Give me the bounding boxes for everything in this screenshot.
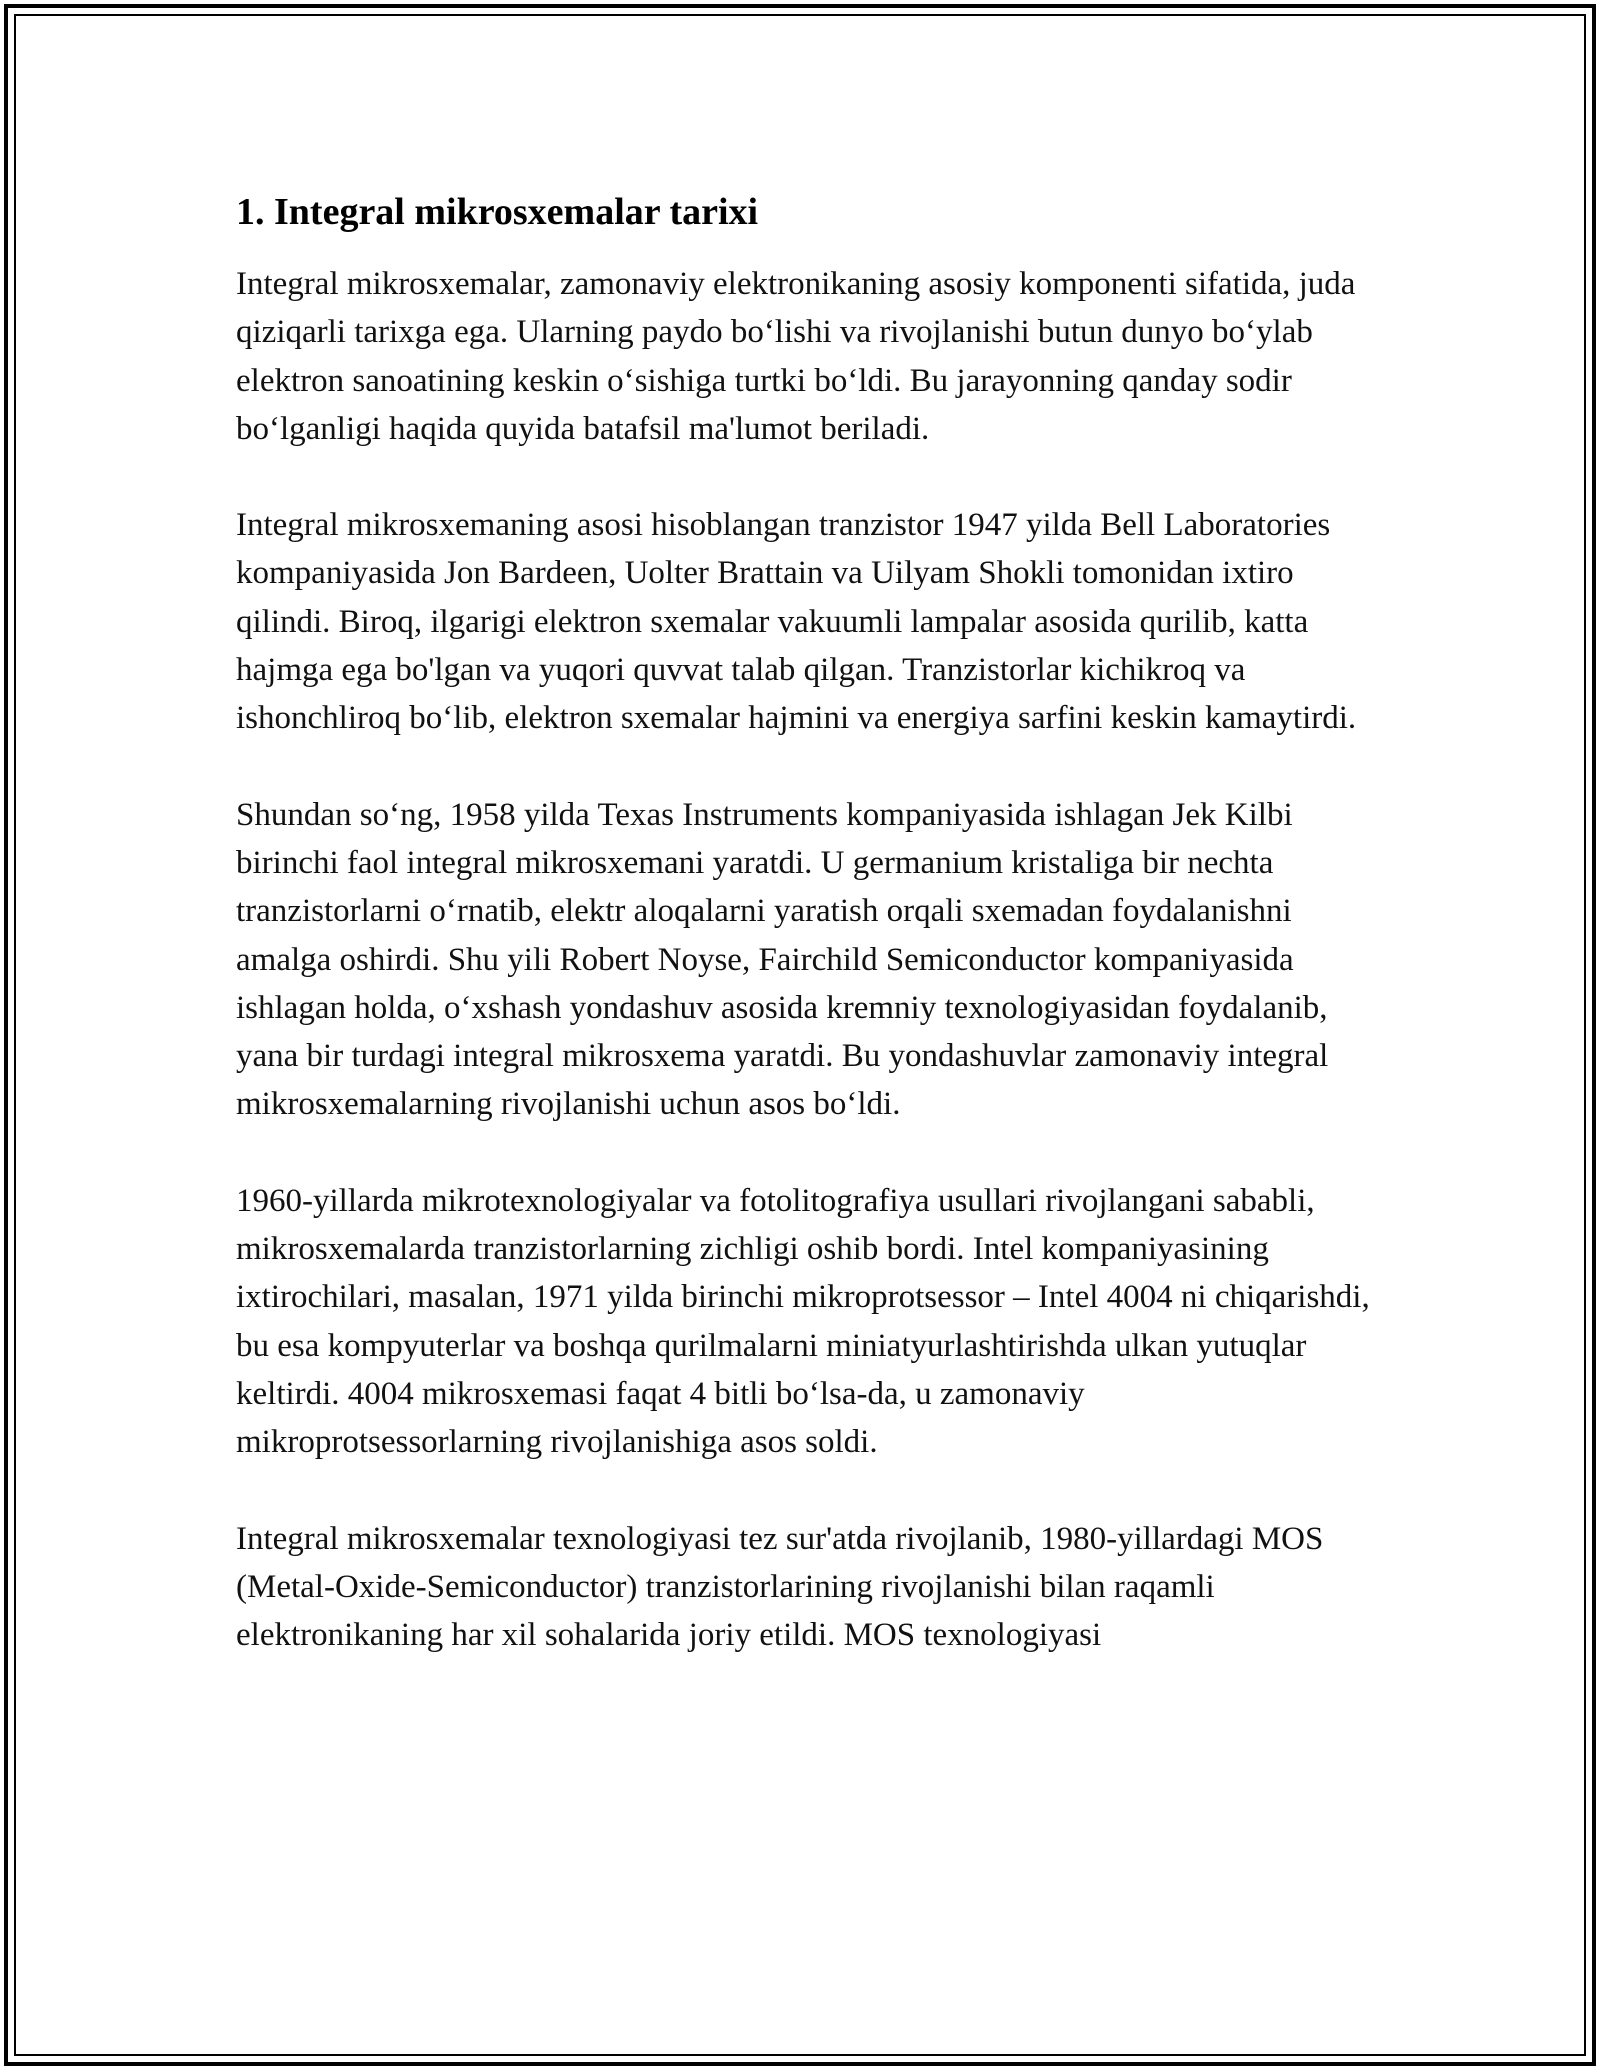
- paragraph-intro: Integral mikrosxemalar, zamonaviy elektronikaning asosiy komponenti sifatida, juda qiziqarli tarixga ega. Ularning paydo boʻlishi va rivojlanishi butun dunyo boʻylab elektron sanoatining keskin oʻsishiga turtki boʻldi. Bu jarayonning qanday sodir boʻlganligi haqida quyida batafsil ma'lumot beriladi.: [236, 266, 1356, 447]
- paragraph-transistor: Integral mikrosxemaning asosi hisoblangan tranzistor 1947 yilda Bell Laboratories kompaniyasida Jon Bardeen, Uolter Brattain va Uilyam Shokli tomonidan ixtiro qilindi. Biroq, ilgarigi elektron sxemalar vakuumli lampalar asosida qurilib, katta hajmga ega bo'lgan va yuqori quvvat talab qilgan. Tranzistorlar kichikroq va ishonchliroq boʻlib, elektron sxemalar hajmini va energiya sarfini keskin kamaytirdi.: [236, 507, 1357, 737]
- paragraph-1960s: 1960-yillarda mikrotexnologiyalar va fotolitografiya usullari rivojlangani sababli, mikrosxemalarda tranzistorlarning zichligi oshib bordi. Intel kompaniyasining ixtirochilari, masalan, 1971 yilda birinchi mikroprotsessor – Intel 4004 ni chiqarishdi, bu esa kompyuterlar va boshqa qurilmalarni miniatyurlashtirishda ulkan yutuqlar keltirdi. 4004 mikrosxemasi faqat 4 bitli boʻlsa-da, u zamonaviy mikroprotsessorlarning rivojlanishiga asos soldi.: [236, 1182, 1370, 1461]
- section-heading: 1. Integral mikrosxemalar tarixi: [236, 191, 759, 233]
- paragraph-mos: Integral mikrosxemalar texnologiyasi tez sur'atda rivojlanib, 1980-yillardagi MOS (Metal-Oxide-Semiconductor) tranzistorlarining rivojlanishi bilan raqamli elektronikaning har xil sohalarida joriy etildi. MOS texnologiyasi: [236, 1520, 1324, 1654]
- document-body: [236, 186, 1376, 1707]
- paragraph-first-ic: Shundan soʻng, 1958 yilda Texas Instruments kompaniyasida ishlagan Jek Kilbi birinchi faol integral mikrosxemani yaratdi. U germanium kristaliga bir nechta tranzistorlarni oʻrnatib, elektr aloqalarni yaratish orqali sxemadan foydalanishni amalga oshirdi. Shu yili Robert Noyse, Fairchild Semiconductor kompaniyasida ishlagan holda, oʻxshash yondashuv asosida kremniy texnologiyasidan foydalanib, yana bir turdagi integral mikrosxema yaratdi. Bu yondashuvlar zamonaviy integral mikrosxemalarning rivojlanishi uchun asos boʻldi.: [236, 796, 1329, 1123]
